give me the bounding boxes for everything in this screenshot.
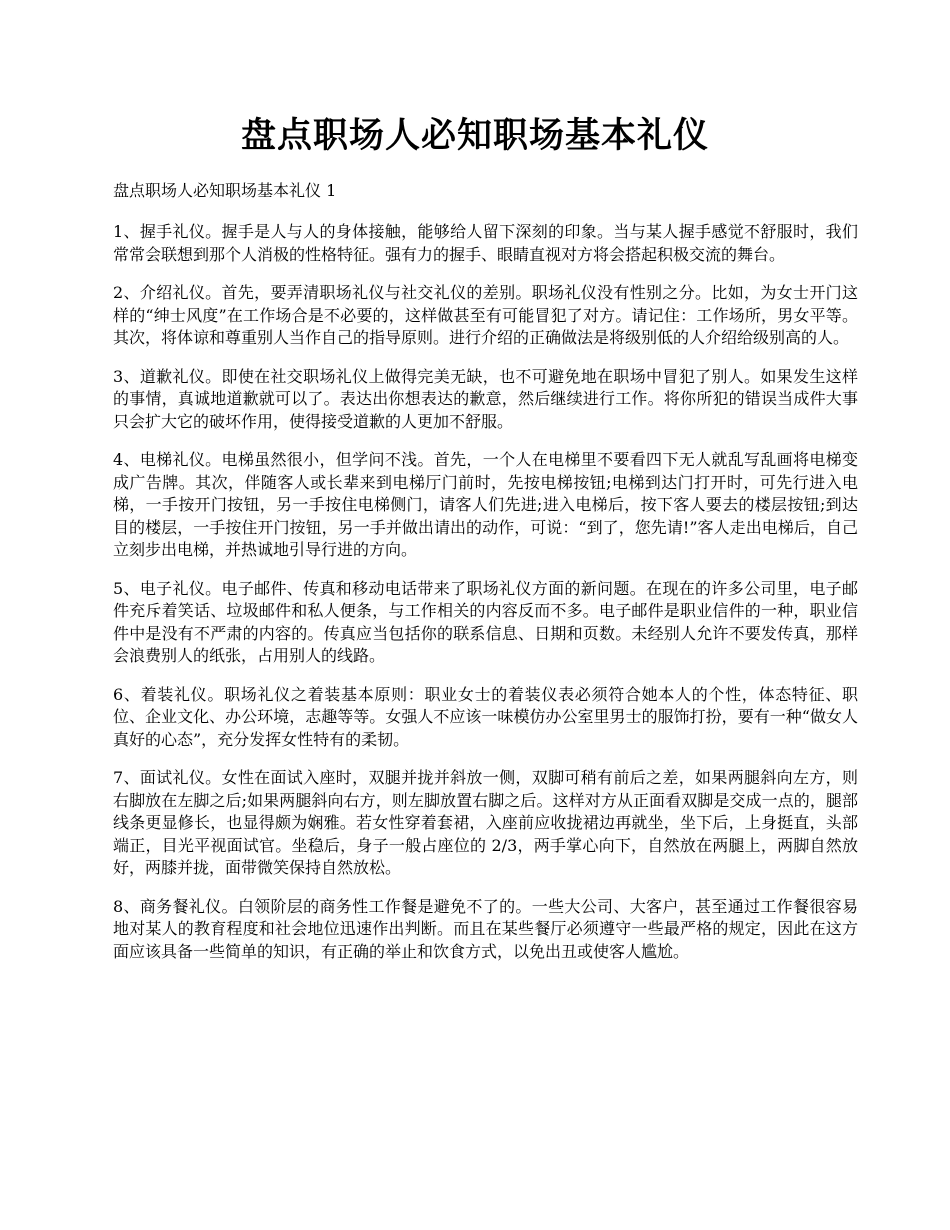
paragraph-elevator: 4、电梯礼仪。电梯虽然很小，但学问不浅。首先，一个人在电梯里不要看四下无人就乱写乱画将电梯变成广告牌。其次，伴随客人或长辈来到电梯厅门前时，先按电梯按钮;电梯到达门打开时，可先行进入电梯，一手按开门按钮，另一手按住电梯侧门，请客人们先进;进入电梯后，按下客人要去的楼层按钮;到达目的楼层，一手按住开门按钮，另一手并做出请出的动作，可说：“到了，您先请!”客人走出电梯后，自己立刻步出电梯，并热诚地引导行进的方向。 [113, 450, 858, 559]
paragraph-apology: 3、道歉礼仪。即使在社交职场礼仪上做得完美无缺，也不可避免地在职场中冒犯了别人。如果发生这样的事情，真诚地道歉就可以了。表达出你想表达的歉意，然后继续进行工作。将你所犯的错误当成件大事只会扩大它的破坏作用，使得接受道歉的人更加不舒服。 [113, 366, 858, 431]
paragraph-handshake: 1、握手礼仪。握手是人与人的身体接触，能够给人留下深刻的印象。当与某人握手感觉不舒服时，我们常常会联想到那个人消极的性格特征。强有力的握手、眼睛直视对方将会搭起积极交流的舞台。 [113, 222, 858, 264]
paragraph-introduction: 2、介绍礼仪。首先，要弄清职场礼仪与社交礼仪的差别。职场礼仪没有性别之分。比如，为女士开门这样的“绅士风度”在工作场合是不必要的，这样做甚至有可能冒犯了对方。请记住：工作场所，男女平等。其次，将体谅和尊重别人当作自己的指导原则。进行介绍的正确做法是将级别低的人介绍给级别高的人。 [113, 283, 858, 347]
paragraph-business-meal: 8、商务餐礼仪。白领阶层的商务性工作餐是避免不了的。一些大公司、大客户，甚至通过工作餐很容易地对某人的教育程度和社会地位迅速作出判断。而且在某些餐厅必须遵守一些最严格的规定，因此在这方面应该具备一些简单的知识，有正确的举止和饮食方式，以免出丑或使客人尴尬。 [113, 896, 858, 961]
document-body [113, 221, 858, 979]
page-title: 盘点职场人必知职场基本礼仪 [240, 115, 709, 156]
paragraph-dress: 6、着装礼仪。职场礼仪之着装基本原则：职业女士的着装仪表必须符合她本人的个性，体态特征、职位、企业文化、办公环境，志趣等等。女强人不应该一味模仿办公室里男士的服饰打扮，要有一种“做女人真好的心态”，充分发挥女性特有的柔韧。 [113, 684, 858, 749]
paragraph-electronic: 5、电子礼仪。电子邮件、传真和移动电话带来了职场礼仪方面的新问题。在现在的许多公司里，电子邮件充斥着笑话、垃圾邮件和私人便条，与工作相关的内容反而不多。电子邮件是职业信件的一种，职业信件中是没有不严肃的内容的。传真应当包括你的联系信息、日期和页数。未经别人允许不要发传真，那样会浪费别人的纸张，占用别人的线路。 [113, 578, 858, 665]
document-subtitle: 盘点职场人必知职场基本礼仪 1 [113, 181, 337, 200]
paragraph-interview: 7、面试礼仪。女性在面试入座时，双腿并拢并斜放一侧，双脚可稍有前后之差，如果两腿斜向左方，则右脚放在左脚之后;如果两腿斜向右方，则左脚放置右脚之后。这样对方从正面看双脚是交成一点的，腿部线条更显修长，也显得颇为娴雅。若女性穿着套裙，入座前应收拢裙边再就坐，坐下后，上身挺直，头部端正，目光平视面试官。坐稳后，身子一般占座位的 2/3，两手掌心向下，自然放在两腿上，两脚自然放好，两膝并拢，面带微笑保持自然放松。 [113, 768, 858, 877]
